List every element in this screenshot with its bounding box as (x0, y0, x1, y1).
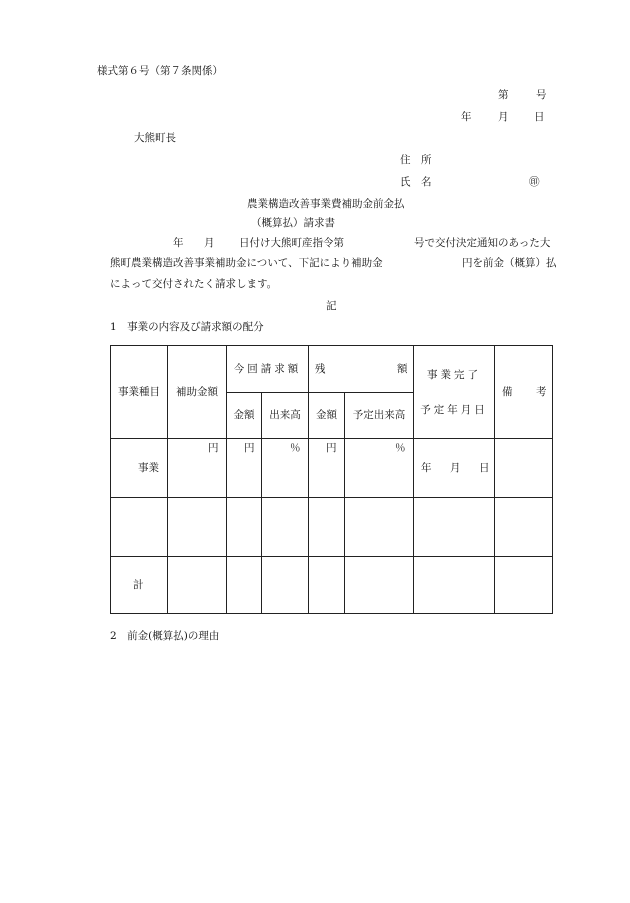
body-month: 月 (204, 237, 215, 249)
number-go: 号 (536, 89, 547, 101)
row-1-year: 年 (421, 462, 432, 474)
unit-pct-current: ％ (290, 442, 301, 454)
title-line-2: （概算払）請求書 (251, 217, 335, 229)
date-year: 年 (461, 111, 472, 123)
body-date-part: 日付け大熊町産指令第 (239, 237, 344, 249)
body-year: 年 (173, 237, 184, 249)
col-header-amount-2: 金額 (316, 409, 337, 422)
ki-heading: 記 (326, 300, 337, 312)
date-month: 月 (498, 111, 509, 123)
col-header-subsidy: 補助金額 (176, 385, 218, 398)
col-header-remain-a: 残 (315, 363, 326, 375)
address-label: 住 所 (400, 154, 432, 166)
body-line-3: によって交付されたく請求します。 (110, 278, 278, 290)
form-label: 様式第６号（第７条関係） (97, 65, 223, 77)
section-2-heading: 2 前金(概算払)の理由 (110, 630, 220, 642)
col-header-planned-progress: 予定出来高 (352, 409, 406, 422)
total-label: 計 (133, 579, 144, 591)
unit-yen-remain: 円 (326, 442, 337, 454)
unit-yen-subsidy: 円 (208, 442, 219, 454)
col-header-notes-a: 備 (502, 386, 513, 398)
row-1-label: 事業 (138, 462, 159, 474)
section-1-heading: 1 事業の内容及び請求額の配分 (110, 321, 264, 333)
date-day: 日 (534, 111, 545, 123)
number-dai: 第 (498, 89, 509, 101)
col-header-type: 事業種目 (118, 385, 160, 398)
title-line-1: 農業構造改善事業費補助金前金払 (247, 198, 405, 210)
seal-mark: ㊞ (529, 176, 540, 188)
body-line-2b: 円を前金（概算）払 (462, 257, 557, 269)
row-1-month: 月 (450, 462, 461, 474)
recipient: 大熊町長 (134, 132, 176, 144)
body-line-2a: 熊町農業構造改善事業補助金について、下記により補助金 (110, 257, 383, 269)
name-label: 氏 名 (400, 176, 432, 188)
col-header-remain-b: 額 (397, 363, 408, 375)
unit-pct-remain: ％ (395, 442, 406, 454)
unit-yen-current: 円 (244, 442, 255, 454)
col-header-notes-b: 考 (536, 386, 547, 398)
body-go-part: 号で交付決定通知のあった大 (414, 237, 551, 249)
col-header-current: 今回請求額 (233, 362, 302, 375)
col-header-progress: 出来高 (269, 409, 301, 422)
col-header-amount: 金額 (233, 409, 255, 422)
row-1-day: 日 (479, 462, 490, 474)
col-header-completion-1: 事業完了 (427, 368, 481, 381)
col-header-completion-2: 予定年月日 (420, 403, 488, 416)
